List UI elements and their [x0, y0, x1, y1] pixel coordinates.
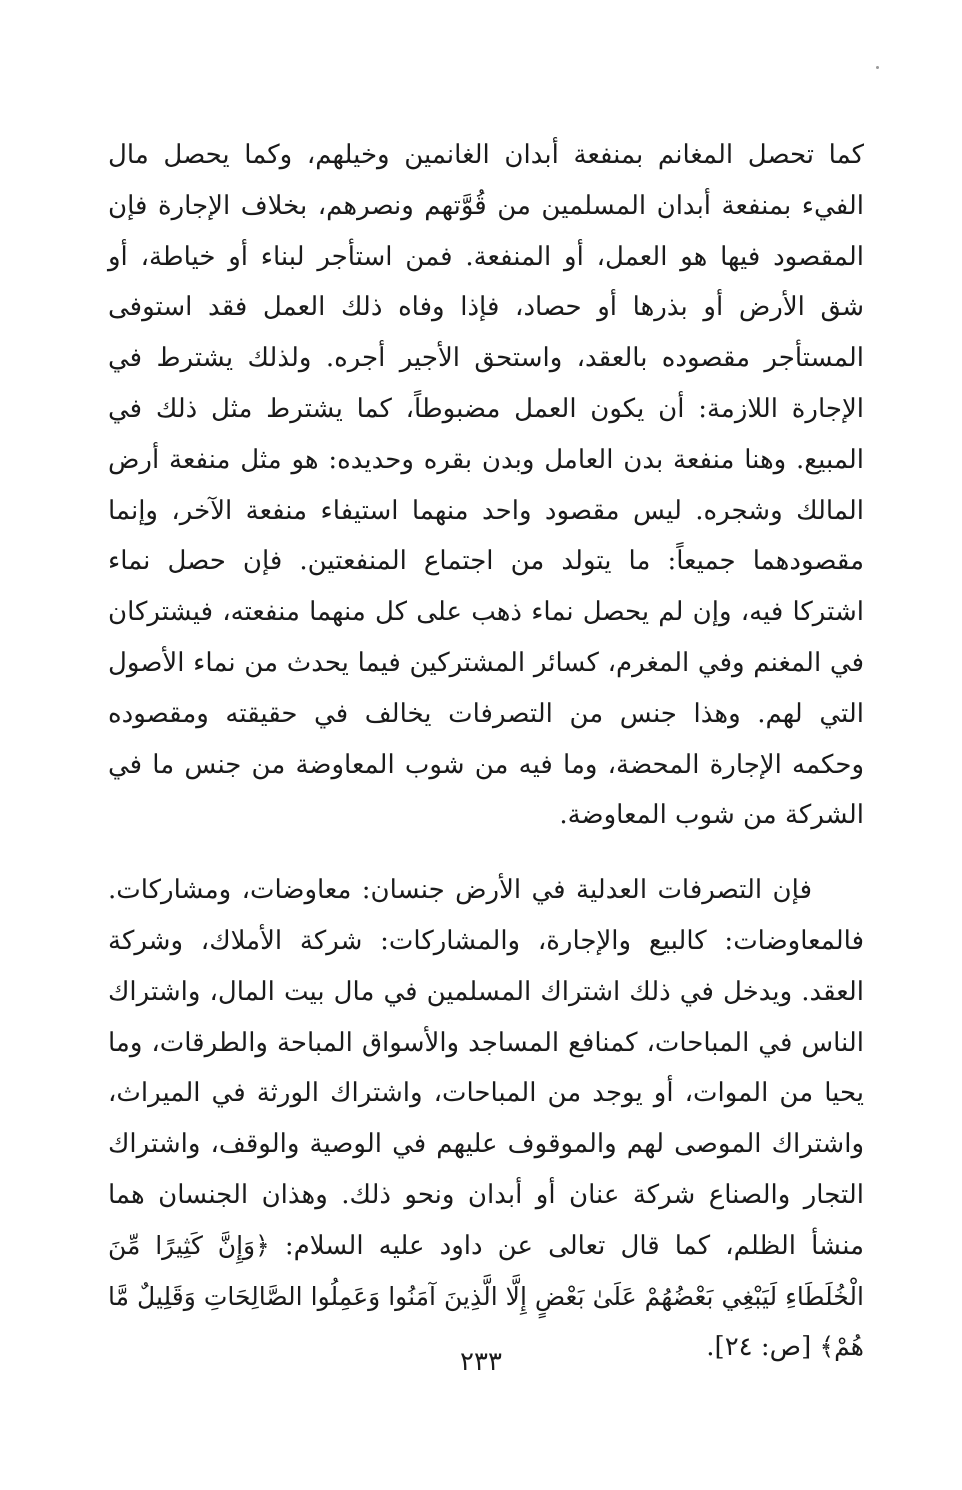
paragraph-1: كما تحصل المغانم بمنفعة أبدان الغانمين وخيلهم، وكما يحصل مال الفيء بمنفعة أبدان المسلمين من قُوَّتهم ونصرهم، بخلاف الإجارة فإن المقصود فيها هو العمل، أو المنفعة. فمن استأجر لبناء أو خياطة، أو شق الأرض أو بذرها أو حصاد، فإذا وفاه ذلك العمل فقد استوفى المستأجر مقصوده بالعقد، واستحق الأجير أجره. ولذلك يشترط في الإجارة اللازمة: أن يكون العمل مضبوطاً، كما يشترط مثل ذلك في المبيع. وهنا منفعة بدن العامل وبدن بقره وحديده: هو مثل منفعة أرض المالك وشجره. ليس مقصود واحد منهما استيفاء منفعة الآخر، وإنما مقصودهما جميعاً: ما يتولد من اجتماع المنفعتين. فإن حصل نماء اشتركا فيه، وإن لم يحصل نماء ذهب على كل منهما منفعته، فيشتركان في المغنم وفي المغرم، كسائر المشتركين فيما يحدث من نماء الأصول التي لهم. وهذا جنس من التصرفات يخالف في حقيقته ومقصوده وحكمه الإجارة المحضة، وما فيه من شوب المعاوضة من جنس ما في الشركة من شوب المعاوضة.: [108, 140, 864, 831]
quran-reference: [ص: ٢٤].: [706, 1332, 812, 1363]
paragraph-2-text: فإن التصرفات العدلية في الأرض جنسان: معاوضات، ومشاركات. فالمعاوضات: كالبيع والإجارة، والمشاركات: شركة الأملاك، وشركة العقد. ويدخل في ذلك اشتراك المسلمين في مال بيت المال، واشتراك الناس في المباحات، كمنافع المساجد والأسواق المباحة والطرقات، وما يحيا من الموات، أو يوجد من المباحات، واشتراك الورثة في الميراث، واشتراك الموصى لهم والموقوف عليهم في الوصية والوقف، واشتراك التجار والصناع شركة عنان أو أبدان ونحو ذلك. وهذان الجنسان هما منشأ الظلم، كما قال تعالى عن داود عليه السلام:: [108, 875, 864, 1261]
paragraph-2: [108, 865, 864, 1373]
page-number: ٢٣٣: [460, 1347, 502, 1377]
corner-dot-mark: [876, 66, 879, 69]
page-body: [108, 130, 864, 1373]
quran-verse: ﴿وَإِنَّ كَثِيرًا مِّنَ الْخُلَطَاءِ لَيَبْغِي بَعْضُهُمْ عَلَىٰ بَعْضٍ إِلَّا الَّذِينَ آمَنُوا وَعَمِلُوا الصَّالِحَاتِ وَقَلِيلٌ مَّا هُمْ﴾: [108, 1230, 864, 1362]
